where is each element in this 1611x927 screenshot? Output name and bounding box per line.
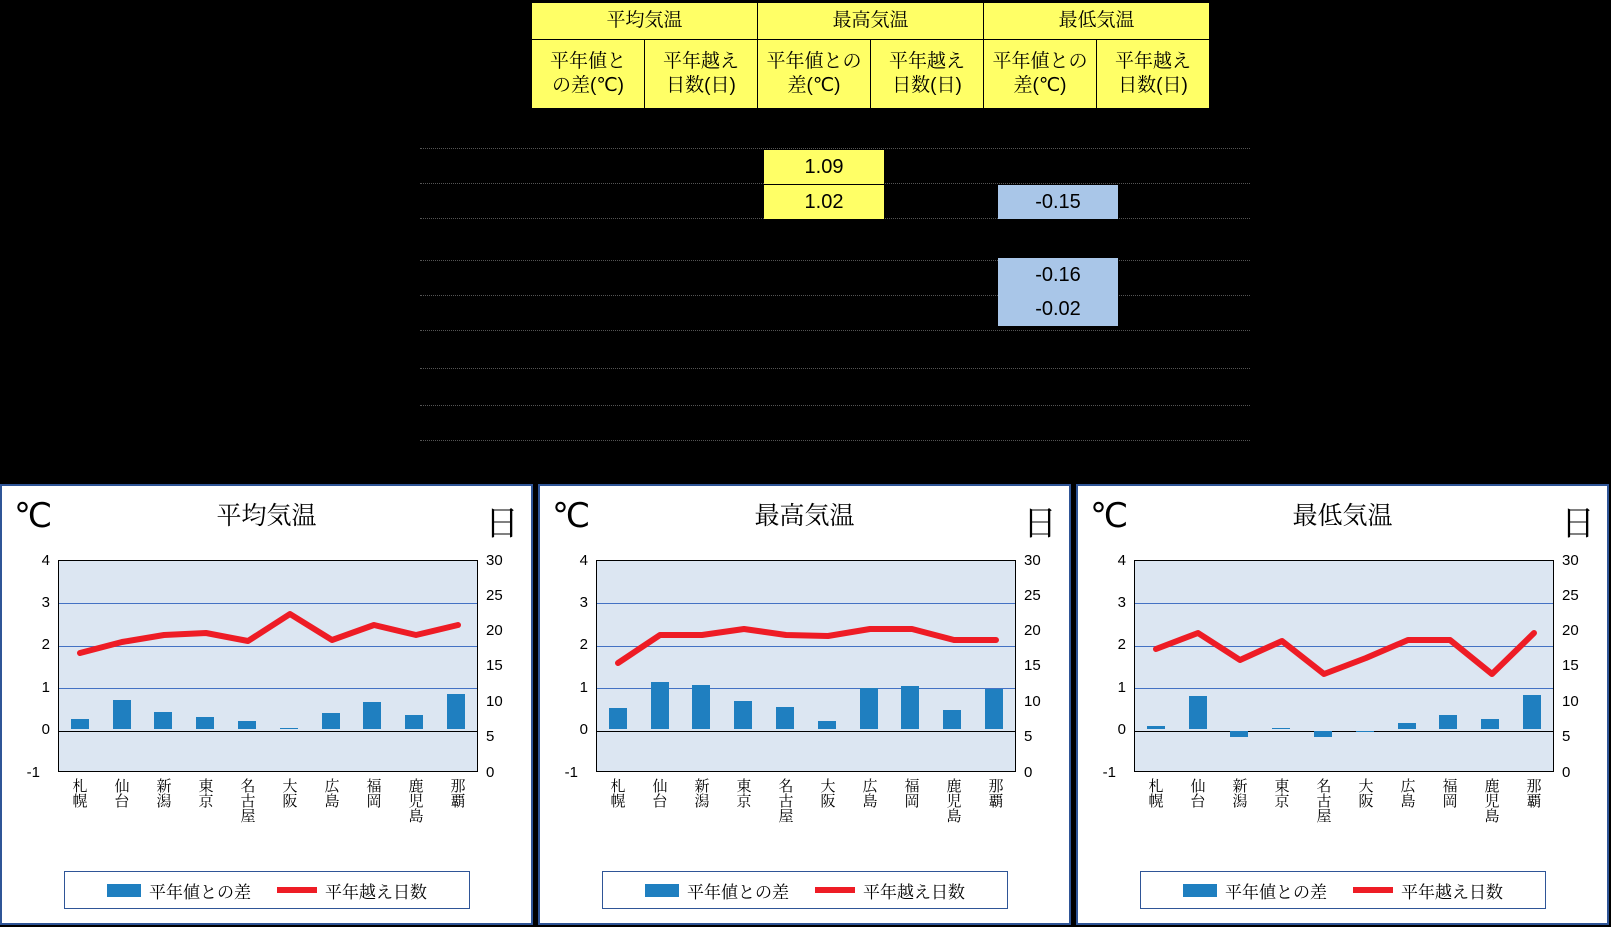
axis-unit-right: 日 xyxy=(485,505,519,543)
chart-title-max: 最高気温 xyxy=(754,502,855,530)
chart-title-min: 最低気温 xyxy=(1292,502,1393,530)
y-tick-left-0: 0 xyxy=(41,721,50,738)
y-tick-right-20: 20 xyxy=(1562,622,1579,639)
y-tick-left-4: 4 xyxy=(41,552,50,569)
legend-item-line xyxy=(1353,878,1503,903)
y-tick-right-10: 10 xyxy=(1024,693,1041,710)
y-tick-left-3: 3 xyxy=(41,594,50,611)
x-label: 札幌 xyxy=(608,778,626,808)
row-divider xyxy=(420,148,1250,149)
table-subheader-avg-diff-line2: の差(℃) xyxy=(552,75,624,96)
y-tick-left-3: 3 xyxy=(1117,594,1126,611)
chart-legend-max xyxy=(602,871,1008,909)
x-label: 広島 xyxy=(322,778,340,808)
x-label: 東京 xyxy=(1272,778,1290,808)
y-tick-right-0: 0 xyxy=(486,764,495,781)
y-tick-right-15: 15 xyxy=(486,657,503,674)
x-axis-labels-average xyxy=(58,778,478,856)
y-tick-right-10: 10 xyxy=(1562,693,1579,710)
y-tick-left-m1: -1 xyxy=(564,764,578,781)
legend-item-bar xyxy=(1183,878,1327,903)
y-tick-right-0: 0 xyxy=(1024,764,1033,781)
chart-panel-max xyxy=(538,484,1071,925)
table-group-header-row xyxy=(532,3,1210,40)
plot-area-max xyxy=(596,560,1016,772)
legend-item-line xyxy=(815,878,965,903)
table-subheader-min-diff xyxy=(984,40,1097,109)
x-label: 広島 xyxy=(1398,778,1416,808)
table-group-average: 平均気温 xyxy=(532,3,758,40)
x-label: 仙台 xyxy=(112,778,130,808)
table-subheader-max-diff xyxy=(758,40,871,109)
legend-line-swatch-icon xyxy=(1353,887,1393,893)
x-label: 大阪 xyxy=(1356,778,1374,808)
x-label: 札幌 xyxy=(70,778,88,808)
x-label: 福岡 xyxy=(902,778,920,808)
y-tick-right-25: 25 xyxy=(1562,587,1579,604)
y-tick-left-1: 1 xyxy=(579,679,588,696)
legend-line-swatch-icon xyxy=(815,887,855,893)
chart-title-average: 平均気温 xyxy=(216,502,317,530)
x-label: 仙台 xyxy=(1188,778,1206,808)
y-tick-right-10: 10 xyxy=(486,693,503,710)
cell-min-diff-niigata: -0.15 xyxy=(998,185,1118,219)
y-tick-right-0: 0 xyxy=(1562,764,1571,781)
y-tick-left-4: 4 xyxy=(1117,552,1126,569)
y-tick-right-20: 20 xyxy=(486,622,503,639)
chart-panel-min xyxy=(1076,484,1609,925)
line-series-min xyxy=(1135,561,1555,773)
row-divider xyxy=(420,330,1250,331)
chart-panel-average xyxy=(0,484,533,925)
y-tick-left-2: 2 xyxy=(41,636,50,653)
plot-area-min xyxy=(1134,560,1554,772)
cell-max-diff-niigata: 1.02 xyxy=(764,185,884,219)
axis-unit-left: ℃ xyxy=(14,497,53,535)
legend-item-bar xyxy=(645,878,789,903)
x-label: 新潟 xyxy=(692,778,710,808)
x-label: 東京 xyxy=(196,778,214,808)
axis-unit-right: 日 xyxy=(1023,505,1057,543)
y-tick-right-15: 15 xyxy=(1024,657,1041,674)
table-subheader-min-diff-line1: 平年値との xyxy=(992,51,1088,73)
y-tick-left-2: 2 xyxy=(1117,636,1126,653)
legend-item-bar xyxy=(107,878,251,903)
chart-legend-average xyxy=(64,871,470,909)
axis-unit-left: ℃ xyxy=(1090,497,1129,535)
chart-panels xyxy=(0,484,1611,927)
summary-table xyxy=(531,2,1210,109)
row-divider xyxy=(420,440,1250,441)
table-subheader-avg-days xyxy=(645,40,758,109)
x-label: 那覇 xyxy=(448,778,466,808)
x-label: 新潟 xyxy=(154,778,172,808)
y-tick-left-m1: -1 xyxy=(26,764,40,781)
legend-line-label: 平年越え日数 xyxy=(863,882,965,902)
legend-line-label: 平年越え日数 xyxy=(325,882,427,902)
row-divider xyxy=(420,405,1250,406)
x-label: 那覇 xyxy=(986,778,1004,808)
table-group-min: 最低気温 xyxy=(984,3,1210,40)
table-subheader-avg-days-line1: 平年越え xyxy=(662,51,739,73)
y-tick-right-15: 15 xyxy=(1562,657,1579,674)
x-axis-labels-min xyxy=(1134,778,1554,856)
x-label: 鹿児島 xyxy=(1482,778,1500,823)
y-tick-left-0: 0 xyxy=(579,721,588,738)
y-tick-right-30: 30 xyxy=(1024,552,1041,569)
legend-item-line xyxy=(277,878,427,903)
table-subheader-max-days-line2: 日数(日) xyxy=(892,75,962,96)
x-label: 大阪 xyxy=(280,778,298,808)
table-subheader-min-diff-line2: 差(℃) xyxy=(1013,75,1067,96)
x-label: 那覇 xyxy=(1524,778,1542,808)
x-label: 福岡 xyxy=(364,778,382,808)
legend-bar-label: 平年値との差 xyxy=(149,882,251,902)
cell-min-diff-nagoya: -0.16 xyxy=(998,258,1118,292)
y-tick-right-30: 30 xyxy=(1562,552,1579,569)
x-label: 名古屋 xyxy=(238,778,256,823)
x-label: 名古屋 xyxy=(776,778,794,823)
y-tick-left-m1: -1 xyxy=(1102,764,1116,781)
chart-legend-min xyxy=(1140,871,1546,909)
y-tick-right-25: 25 xyxy=(1024,587,1041,604)
y-tick-right-5: 5 xyxy=(1562,728,1571,745)
table-subheader-row xyxy=(532,40,1210,109)
plot-area-average xyxy=(58,560,478,772)
x-label: 福岡 xyxy=(1440,778,1458,808)
y-tick-left-0: 0 xyxy=(1117,721,1126,738)
table-subheader-min-days-line1: 平年越え xyxy=(1114,51,1191,73)
cell-max-diff-sendai: 1.09 xyxy=(764,150,884,184)
y-tick-right-25: 25 xyxy=(486,587,503,604)
x-label: 札幌 xyxy=(1146,778,1164,808)
line-series-average xyxy=(59,561,479,773)
row-divider xyxy=(420,368,1250,369)
x-label: 広島 xyxy=(860,778,878,808)
x-label: 仙台 xyxy=(650,778,668,808)
y-tick-right-5: 5 xyxy=(486,728,495,745)
legend-bar-label: 平年値との差 xyxy=(687,882,789,902)
y-tick-left-1: 1 xyxy=(41,679,50,696)
legend-bar-swatch-icon xyxy=(645,884,679,897)
y-tick-left-4: 4 xyxy=(579,552,588,569)
legend-bar-label: 平年値との差 xyxy=(1225,882,1327,902)
y-tick-right-30: 30 xyxy=(486,552,503,569)
x-label: 名古屋 xyxy=(1314,778,1332,823)
table-body-faint-rows xyxy=(420,140,1250,460)
axis-unit-left: ℃ xyxy=(552,497,591,535)
x-label: 鹿児島 xyxy=(944,778,962,823)
table-subheader-avg-diff-line1: 平年値と xyxy=(549,51,626,73)
row-divider xyxy=(420,295,1250,296)
table-subheader-min-days xyxy=(1097,40,1210,109)
y-tick-left-1: 1 xyxy=(1117,679,1126,696)
table-subheader-max-diff-line2: 差(℃) xyxy=(787,75,841,96)
y-tick-right-20: 20 xyxy=(1024,622,1041,639)
line-series-max xyxy=(597,561,1017,773)
row-divider xyxy=(420,260,1250,261)
x-label: 新潟 xyxy=(1230,778,1248,808)
table-subheader-avg-diff xyxy=(532,40,645,109)
table-subheader-avg-days-line2: 日数(日) xyxy=(666,75,736,96)
legend-bar-swatch-icon xyxy=(1183,884,1217,897)
cell-min-diff-osaka: -0.02 xyxy=(998,292,1118,326)
legend-line-swatch-icon xyxy=(277,887,317,893)
legend-bar-swatch-icon xyxy=(107,884,141,897)
x-label: 大阪 xyxy=(818,778,836,808)
table-subheader-max-days xyxy=(871,40,984,109)
table-group-max: 最高気温 xyxy=(758,3,984,40)
x-label: 鹿児島 xyxy=(406,778,424,823)
axis-unit-right: 日 xyxy=(1561,505,1595,543)
legend-line-label: 平年越え日数 xyxy=(1401,882,1503,902)
y-tick-left-2: 2 xyxy=(579,636,588,653)
x-axis-labels-max xyxy=(596,778,1016,856)
table-subheader-max-diff-line1: 平年値との xyxy=(766,51,862,73)
y-tick-right-5: 5 xyxy=(1024,728,1033,745)
x-label: 東京 xyxy=(734,778,752,808)
y-tick-left-3: 3 xyxy=(579,594,588,611)
table-subheader-min-days-line2: 日数(日) xyxy=(1118,75,1188,96)
table-subheader-max-days-line1: 平年越え xyxy=(888,51,965,73)
